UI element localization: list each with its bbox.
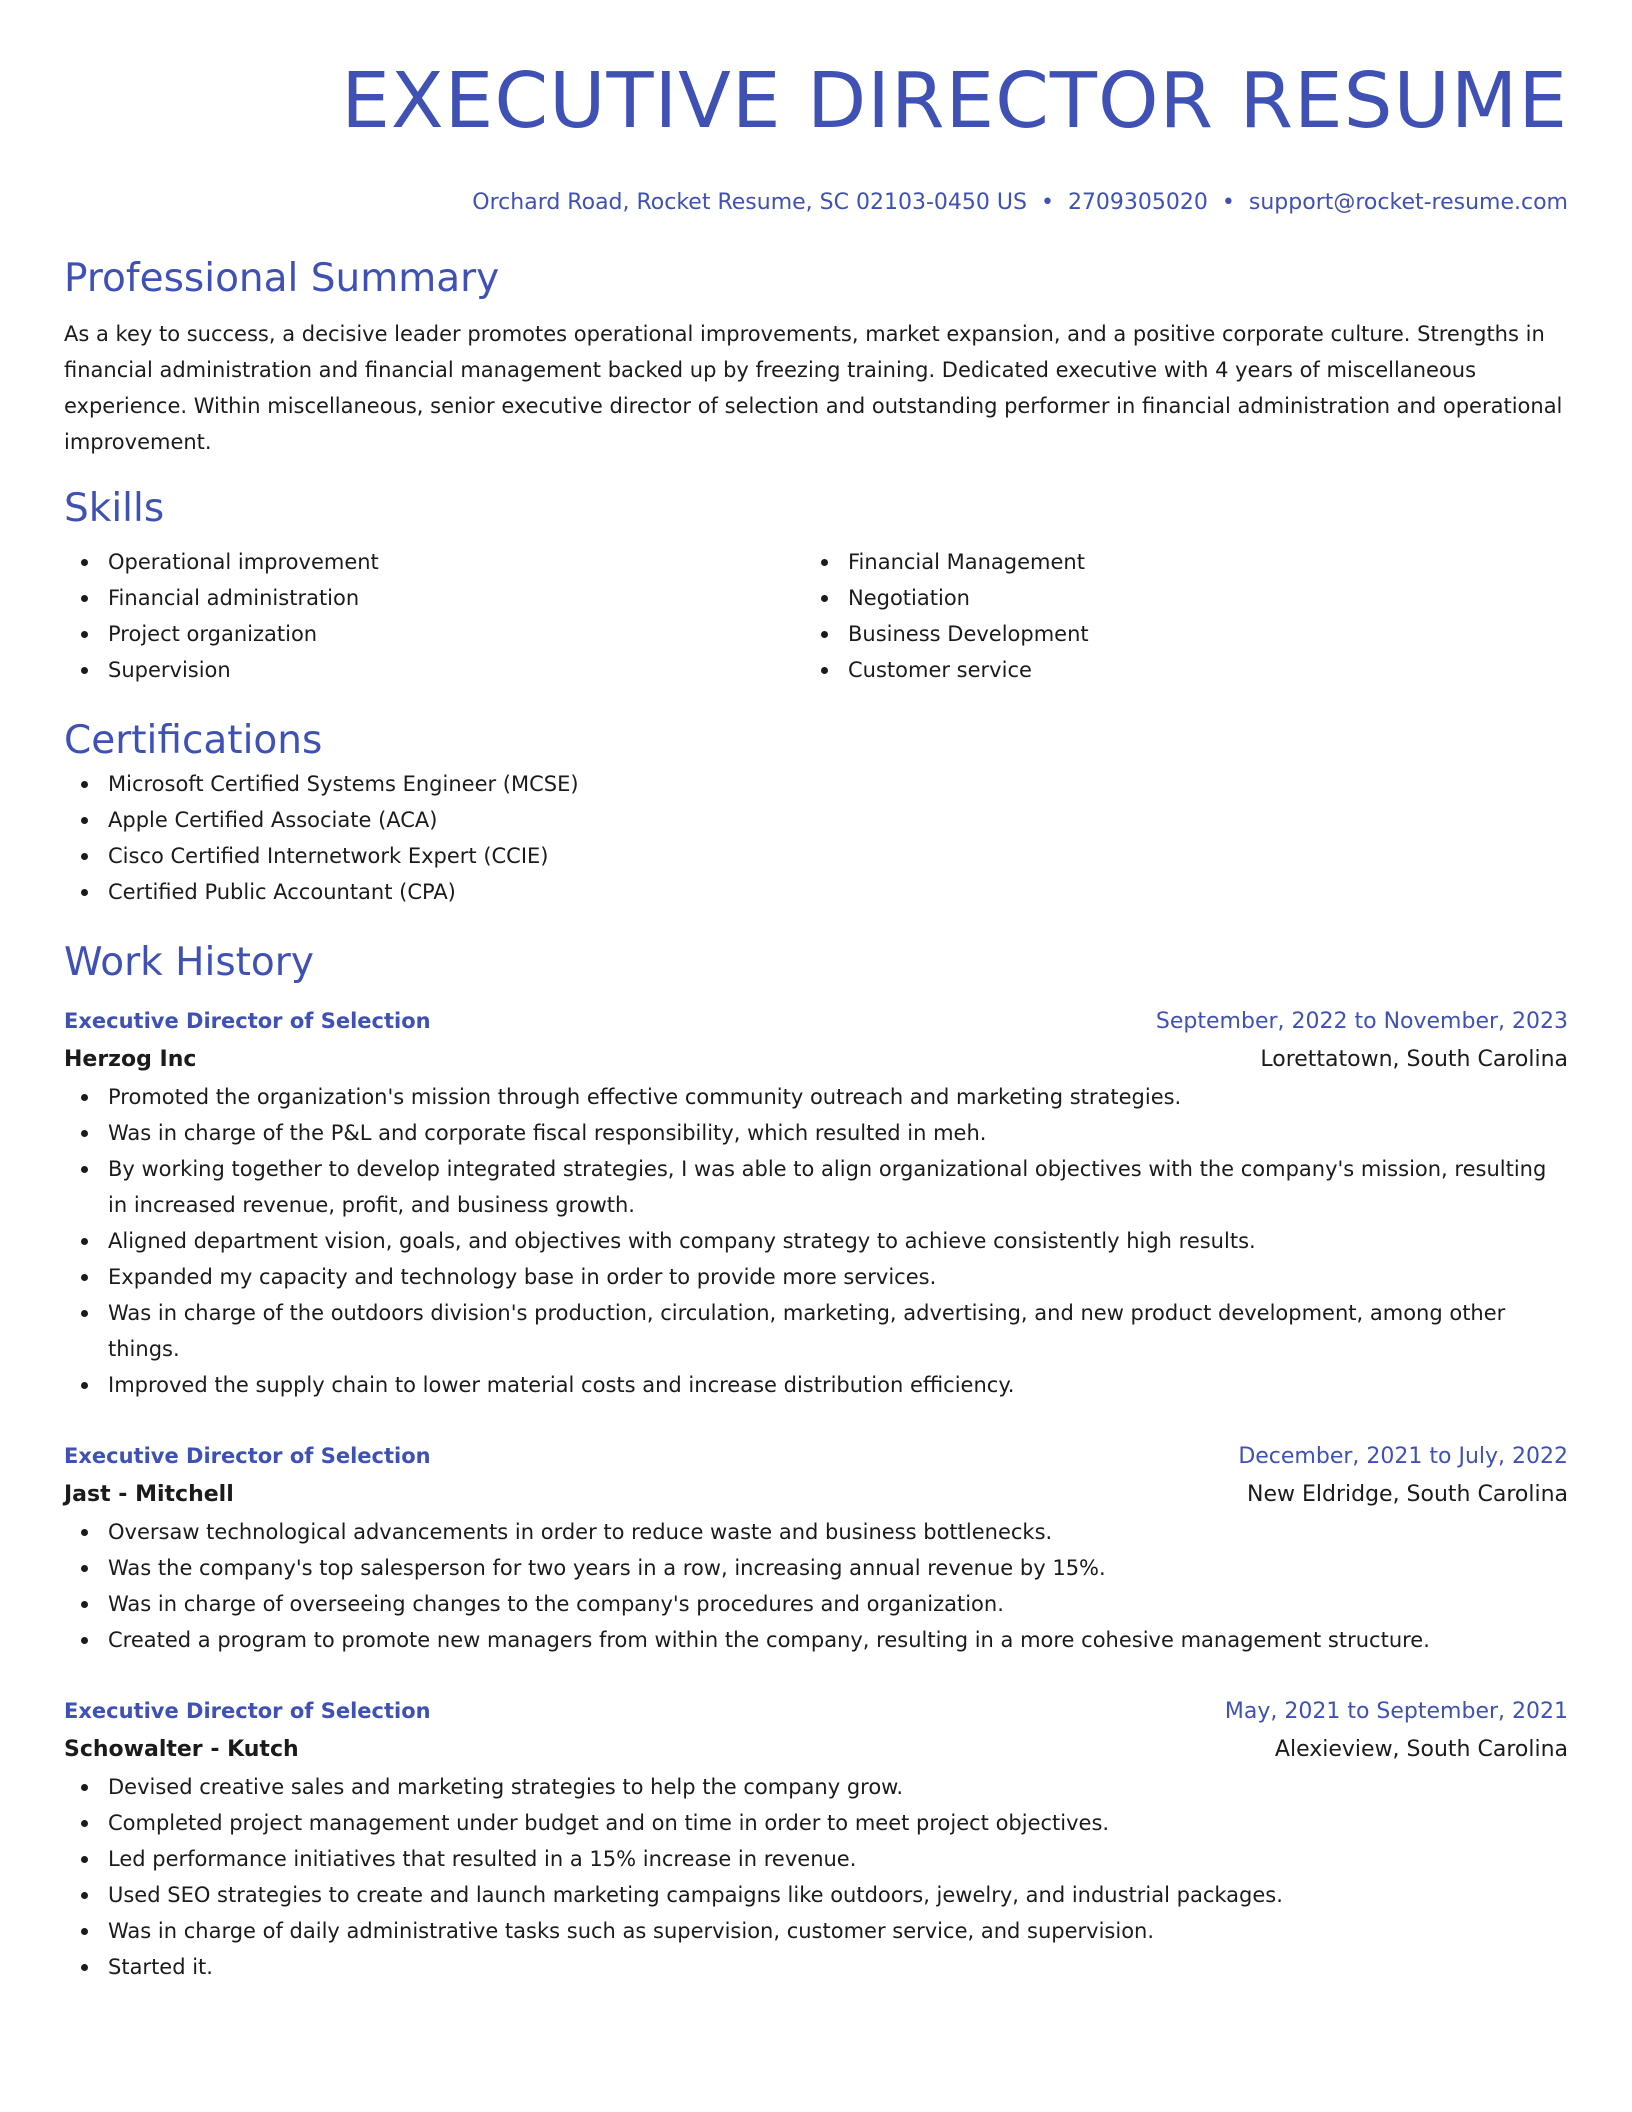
job-bullet: Created a program to promote new managers from within the company, resulting in a more cohesive management structure. — [64, 1622, 1568, 1658]
skill-item: Project organization — [64, 616, 804, 652]
certification-item: Certified Public Accountant (CPA) — [64, 874, 1568, 910]
job-bullet: Aligned department vision, goals, and objectives with company strategy to achieve consistently high results. — [64, 1223, 1568, 1259]
job-company-row — [64, 1731, 1568, 1769]
job-location: New Eldridge, South Carolina — [1246, 1482, 1568, 1507]
job-title: Executive Director of Selection — [64, 1009, 431, 1033]
job-bullet: Completed project management under budget and on time in order to meet project objectives. — [64, 1805, 1568, 1841]
job-company-row — [64, 1476, 1568, 1514]
job-bullet-list — [64, 1769, 1568, 1985]
job-dates: May, 2021 to September, 2021 — [1224, 1699, 1568, 1724]
job-company: Schowalter - Kutch — [64, 1737, 299, 1762]
contact-email[interactable]: support@rocket-resume.com — [1248, 190, 1568, 215]
skill-item: Customer service — [804, 652, 1568, 688]
job-company: Herzog Inc — [64, 1047, 197, 1072]
certification-item: Microsoft Certified Systems Engineer (MCSE) — [64, 766, 1568, 802]
certifications-heading: Certifications — [64, 718, 323, 763]
job-bullet: Promoted the organization's mission through effective community outreach and marketing strategies. — [64, 1079, 1568, 1115]
job-bullet: Was in charge of daily administrative tasks such as supervision, customer service, and supervision. — [64, 1913, 1568, 1949]
job-location: Lorettatown, South Carolina — [1260, 1047, 1568, 1072]
contact-phone: 2709305020 — [1067, 190, 1208, 215]
job-bullet: Was the company's top salesperson for two years in a row, increasing annual revenue by 15%. — [64, 1550, 1568, 1586]
job-bullet: Improved the supply chain to lower material costs and increase distribution efficiency. — [64, 1367, 1568, 1403]
skills-list-left — [64, 544, 804, 688]
skill-item: Financial administration — [64, 580, 804, 616]
job-company-row — [64, 1041, 1568, 1079]
skills-grid — [64, 544, 1568, 688]
job-location: Alexieview, South Carolina — [1274, 1737, 1568, 1762]
job-bullet: Expanded my capacity and technology base in order to provide more services. — [64, 1259, 1568, 1295]
resume-header — [64, 52, 1568, 218]
summary-heading: Professional Summary — [64, 256, 500, 301]
certification-item: Apple Certified Associate (ACA) — [64, 802, 1568, 838]
skill-item: Business Development — [804, 616, 1568, 652]
page-title: EXECUTIVE DIRECTOR RESUME — [341, 57, 1568, 146]
skills-list-right — [804, 544, 1568, 688]
certification-item: Cisco Certified Internetwork Expert (CCIE) — [64, 838, 1568, 874]
skills-heading: Skills — [64, 486, 165, 531]
contact-address: Orchard Road, Rocket Resume, SC 02103-0450 US — [472, 190, 1027, 215]
contact-separator: • — [1040, 190, 1054, 215]
job-entry — [64, 1002, 1568, 1403]
job-bullet-list — [64, 1514, 1568, 1658]
job-company: Jast - Mitchell — [64, 1482, 234, 1507]
skill-item: Negotiation — [804, 580, 1568, 616]
job-title-row — [64, 1002, 1568, 1041]
job-bullet: Used SEO strategies to create and launch marketing campaigns like outdoors, jewelry, and industrial packages. — [64, 1877, 1568, 1913]
job-dates: December, 2021 to July, 2022 — [1238, 1444, 1568, 1469]
certifications-list — [64, 766, 1568, 910]
job-entry — [64, 1437, 1568, 1658]
skill-item: Supervision — [64, 652, 804, 688]
contact-separator: • — [1221, 190, 1235, 215]
job-title-row — [64, 1692, 1568, 1731]
job-entry — [64, 1692, 1568, 1985]
job-bullet: Was in charge of the outdoors division's production, circulation, marketing, advertising, and new product development, among other things. — [64, 1295, 1568, 1367]
skill-item: Operational improvement — [64, 544, 804, 580]
job-title: Executive Director of Selection — [64, 1444, 431, 1468]
job-bullet: Was in charge of the P&L and corporate fiscal responsibility, which resulted in meh. — [64, 1115, 1568, 1151]
job-title: Executive Director of Selection — [64, 1699, 431, 1723]
contact-line — [64, 188, 1568, 218]
job-dates: September, 2022 to November, 2023 — [1155, 1009, 1568, 1034]
job-bullet-list — [64, 1079, 1568, 1403]
summary-text: As a key to success, a decisive leader promotes operational improvements, market expansion, and a positive corporate culture. Strengths in financial administration and financial management backed up by freezing training. Dedicated executive with 4 years of miscellaneous experience. Within miscellaneous, senior executive director of selection and outstanding performer in financial administration and operational improvement. — [64, 322, 1563, 454]
skill-item: Financial Management — [804, 544, 1568, 580]
job-bullet: Was in charge of overseeing changes to the company's procedures and organization. — [64, 1586, 1568, 1622]
job-bullet: By working together to develop integrated strategies, I was able to align organizational objectives with the company's mission, resulting in increased revenue, profit, and business growth. — [64, 1151, 1568, 1223]
work-history-heading: Work History — [64, 940, 314, 985]
job-bullet: Oversaw technological advancements in order to reduce waste and business bottlenecks. — [64, 1514, 1568, 1550]
job-bullet: Devised creative sales and marketing strategies to help the company grow. — [64, 1769, 1568, 1805]
job-bullet: Led performance initiatives that resulted in a 15% increase in revenue. — [64, 1841, 1568, 1877]
job-bullet: Started it. — [64, 1949, 1568, 1985]
job-title-row — [64, 1437, 1568, 1476]
